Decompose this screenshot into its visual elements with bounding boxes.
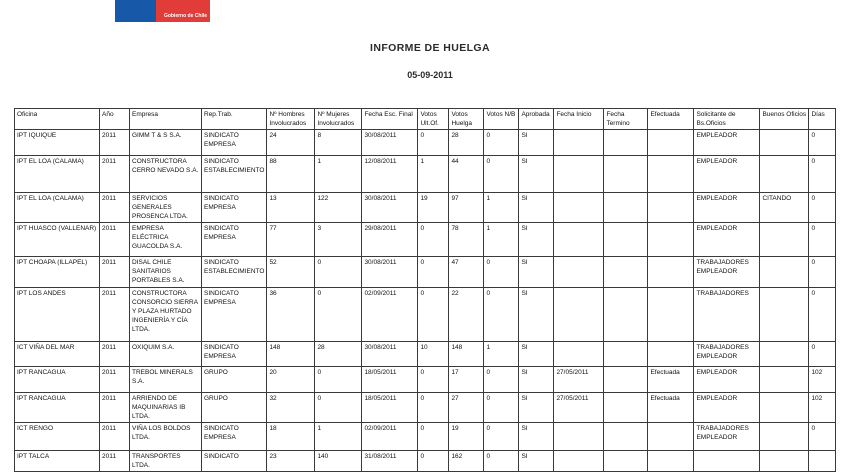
table-cell: GIMM T & S S.A. bbox=[130, 130, 202, 156]
table-cell: 0 bbox=[809, 342, 836, 367]
table-cell: 2011 bbox=[100, 451, 130, 472]
column-header: Solicitante de Bs.Oficios bbox=[694, 109, 760, 130]
table-row bbox=[15, 223, 836, 257]
column-header: Votos N/B bbox=[484, 109, 519, 130]
table-cell bbox=[760, 223, 809, 257]
table-cell: 148 bbox=[449, 342, 484, 367]
column-header: Empresa bbox=[130, 109, 202, 130]
table-cell: 0 bbox=[315, 257, 362, 288]
table-cell: 0 bbox=[315, 367, 362, 393]
column-header: Buenos Oficios bbox=[760, 109, 809, 130]
table-cell: EMPLEADOR bbox=[694, 223, 760, 257]
table-cell: TRABAJADORES EMPLEADOR bbox=[694, 342, 760, 367]
table-cell: SINDICATO EMPRESA bbox=[202, 288, 267, 342]
table-cell bbox=[760, 342, 809, 367]
table-cell bbox=[694, 451, 760, 472]
table-cell: 0 bbox=[418, 288, 449, 342]
table-cell bbox=[648, 130, 694, 156]
table-cell: 1 bbox=[418, 156, 449, 193]
table-cell: TRABAJADORES EMPLEADOR bbox=[694, 423, 760, 451]
table-cell: SI bbox=[519, 423, 554, 451]
table-cell: 19 bbox=[418, 193, 449, 223]
table-cell: 2011 bbox=[100, 223, 130, 257]
table-row bbox=[15, 393, 836, 423]
table-cell bbox=[554, 257, 604, 288]
table-cell: IPT RANCAGUA bbox=[15, 367, 100, 393]
table-row bbox=[15, 130, 836, 156]
table-cell bbox=[760, 451, 809, 472]
table-cell: 1 bbox=[315, 423, 362, 451]
table-cell: Efectuada bbox=[648, 367, 694, 393]
table-cell: 0 bbox=[809, 257, 836, 288]
table-cell: 102 bbox=[809, 367, 836, 393]
table-cell: 0 bbox=[484, 156, 519, 193]
column-header: Nº Mujeres Involucrados bbox=[315, 109, 362, 130]
table-cell: 29/08/2011 bbox=[362, 223, 418, 257]
table-cell: SI bbox=[519, 156, 554, 193]
column-header: Año bbox=[100, 109, 130, 130]
table-cell: 2011 bbox=[100, 130, 130, 156]
table-cell: 44 bbox=[449, 156, 484, 193]
table-cell: IPT IQUIQUE bbox=[15, 130, 100, 156]
table-cell: 0 bbox=[315, 393, 362, 423]
table-cell: EMPLEADOR bbox=[694, 130, 760, 156]
table-cell: 140 bbox=[315, 451, 362, 472]
table-cell bbox=[809, 451, 836, 472]
column-header: Aprobada bbox=[519, 109, 554, 130]
column-header: Votos Huelga bbox=[449, 109, 484, 130]
table-cell bbox=[554, 288, 604, 342]
report-date: 05-09-2011 bbox=[407, 70, 453, 80]
table-cell: 24 bbox=[267, 130, 315, 156]
header-row bbox=[15, 109, 836, 130]
table-cell: 2011 bbox=[100, 193, 130, 223]
table-cell: SINDICATO ESTABLECIMIENTO bbox=[202, 156, 267, 193]
column-header: Votos Ult.Of. bbox=[418, 109, 449, 130]
table-cell: 0 bbox=[484, 130, 519, 156]
table-cell: SINDICATO EMPRESA bbox=[202, 342, 267, 367]
table-cell: OXIQUIM S.A. bbox=[130, 342, 202, 367]
table-cell bbox=[760, 288, 809, 342]
table-cell: TRANSPORTES LTDA. bbox=[130, 451, 202, 472]
table-cell bbox=[604, 257, 648, 288]
table-cell: 1 bbox=[484, 223, 519, 257]
table-cell bbox=[760, 130, 809, 156]
table-row bbox=[15, 193, 836, 223]
table-cell: SI bbox=[519, 393, 554, 423]
table-cell bbox=[554, 130, 604, 156]
table-cell: 47 bbox=[449, 257, 484, 288]
table-cell: 0 bbox=[809, 223, 836, 257]
table-cell bbox=[604, 288, 648, 342]
table-cell: 02/09/2011 bbox=[362, 288, 418, 342]
table-cell: 28 bbox=[315, 342, 362, 367]
table-cell: GRUPO bbox=[202, 393, 267, 423]
table-cell: 19 bbox=[449, 423, 484, 451]
table-cell: 13 bbox=[267, 193, 315, 223]
report-table bbox=[14, 108, 836, 472]
table-cell bbox=[604, 193, 648, 223]
table-cell: IPT CHOAPA (ILLAPEL) bbox=[15, 257, 100, 288]
table-cell: CONSTRUCTORA CONSORCIO SIERRA Y PLAZA HURTADO INGENIERÍA Y CÍA LTDA. bbox=[130, 288, 202, 342]
table-row bbox=[15, 423, 836, 451]
table-cell: IPT EL LOA (CALAMA) bbox=[15, 193, 100, 223]
logo-text: Gobierno de Chile bbox=[163, 13, 207, 19]
column-header: Nº Hombres Involucrados bbox=[267, 109, 315, 130]
table-cell: 78 bbox=[449, 223, 484, 257]
gobierno-de-chile-logo bbox=[115, 0, 210, 22]
table-cell: 30/08/2011 bbox=[362, 342, 418, 367]
table-row bbox=[15, 342, 836, 367]
table-cell: 77 bbox=[267, 223, 315, 257]
table-cell: 27/05/2011 bbox=[554, 367, 604, 393]
table-cell: 0 bbox=[484, 423, 519, 451]
table-cell: 2011 bbox=[100, 367, 130, 393]
table-cell bbox=[648, 156, 694, 193]
table-cell: 0 bbox=[418, 393, 449, 423]
table-cell bbox=[760, 156, 809, 193]
table-cell: SERVICIOS GENERALES PROSENCA LTDA. bbox=[130, 193, 202, 223]
table-cell bbox=[648, 288, 694, 342]
table-cell bbox=[648, 451, 694, 472]
table-cell: 20 bbox=[267, 367, 315, 393]
table-cell bbox=[760, 367, 809, 393]
table-cell: IPT RANCAGUA bbox=[15, 393, 100, 423]
table-cell: SINDICATO ESTABLECIMIENTO bbox=[202, 257, 267, 288]
table-cell: SINDICATO bbox=[202, 451, 267, 472]
table-cell: 0 bbox=[418, 130, 449, 156]
table-cell: 148 bbox=[267, 342, 315, 367]
table-cell: 27 bbox=[449, 393, 484, 423]
table-cell bbox=[604, 367, 648, 393]
table-cell: 0 bbox=[809, 423, 836, 451]
table-row bbox=[15, 257, 836, 288]
table-cell: 0 bbox=[484, 288, 519, 342]
table-cell: CONSTRUCTORA CERRO NEVADO S.A. bbox=[130, 156, 202, 193]
table-cell: 0 bbox=[809, 193, 836, 223]
table-cell: 02/09/2011 bbox=[362, 423, 418, 451]
table-cell: 0 bbox=[484, 367, 519, 393]
table-cell bbox=[604, 223, 648, 257]
table-cell: 30/08/2011 bbox=[362, 193, 418, 223]
table-cell: TRABAJADORES bbox=[694, 288, 760, 342]
table-cell: IPT EL LOA (CALAMA) bbox=[15, 156, 100, 193]
column-header: Efectuada bbox=[648, 109, 694, 130]
table-cell: 2011 bbox=[100, 393, 130, 423]
table-row bbox=[15, 288, 836, 342]
table-cell: 0 bbox=[484, 257, 519, 288]
table-cell: 22 bbox=[449, 288, 484, 342]
table-cell: 88 bbox=[267, 156, 315, 193]
table-cell bbox=[760, 423, 809, 451]
table-cell: 2011 bbox=[100, 156, 130, 193]
table-header bbox=[15, 109, 836, 130]
table-cell: Efectuada bbox=[648, 393, 694, 423]
table-cell: IPT HUASCO (VALLENAR) bbox=[15, 223, 100, 257]
table-cell bbox=[604, 451, 648, 472]
table-cell: SI bbox=[519, 130, 554, 156]
table-cell bbox=[648, 223, 694, 257]
table-cell: 31/08/2011 bbox=[362, 451, 418, 472]
table-cell: 0 bbox=[809, 130, 836, 156]
table-cell: TREBOL MINERALS S.A. bbox=[130, 367, 202, 393]
table-cell bbox=[604, 342, 648, 367]
table-cell bbox=[554, 451, 604, 472]
table-cell: 102 bbox=[809, 393, 836, 423]
table-cell: 36 bbox=[267, 288, 315, 342]
table-cell: 28 bbox=[449, 130, 484, 156]
table-cell: 0 bbox=[484, 451, 519, 472]
table-cell bbox=[760, 257, 809, 288]
table-cell: 1 bbox=[484, 342, 519, 367]
column-header: Fecha Termino bbox=[604, 109, 648, 130]
column-header: Oficina bbox=[15, 109, 100, 130]
column-header: Rep.Trab. bbox=[202, 109, 267, 130]
table-cell: SI bbox=[519, 288, 554, 342]
column-header: Fecha Inicio bbox=[554, 109, 604, 130]
table-body bbox=[15, 130, 836, 472]
table-cell: 2011 bbox=[100, 257, 130, 288]
table-cell: 30/08/2011 bbox=[362, 130, 418, 156]
table-cell bbox=[648, 193, 694, 223]
table-cell: SI bbox=[519, 193, 554, 223]
table-cell: 2011 bbox=[100, 423, 130, 451]
table-cell bbox=[604, 130, 648, 156]
table-cell: 0 bbox=[418, 451, 449, 472]
table-row bbox=[15, 156, 836, 193]
table-cell: 1 bbox=[315, 156, 362, 193]
table-cell: 18/05/2011 bbox=[362, 393, 418, 423]
table-cell bbox=[604, 423, 648, 451]
table-cell bbox=[648, 257, 694, 288]
table-cell: 27/05/2011 bbox=[554, 393, 604, 423]
table-cell: SI bbox=[519, 451, 554, 472]
table-cell: 12/08/2011 bbox=[362, 156, 418, 193]
table-cell: EMPLEADOR bbox=[694, 367, 760, 393]
table-cell: 8 bbox=[315, 130, 362, 156]
table-cell: SINDICATO EMPRESA bbox=[202, 130, 267, 156]
table-cell: 52 bbox=[267, 257, 315, 288]
table-cell: EMPLEADOR bbox=[694, 156, 760, 193]
table-cell: 18/05/2011 bbox=[362, 367, 418, 393]
table-cell bbox=[760, 393, 809, 423]
table-cell: IPT LOS ANDES bbox=[15, 288, 100, 342]
table-cell: 1 bbox=[484, 193, 519, 223]
table-row bbox=[15, 367, 836, 393]
table-cell: 0 bbox=[418, 367, 449, 393]
table-cell bbox=[554, 156, 604, 193]
table-cell: SI bbox=[519, 367, 554, 393]
table-cell: EMPLEADOR bbox=[694, 193, 760, 223]
table-cell: 23 bbox=[267, 451, 315, 472]
table-cell bbox=[648, 342, 694, 367]
table-cell: DISAL CHILE SANITARIOS PORTABLES S.A. bbox=[130, 257, 202, 288]
table-cell: SINDICATO EMPRESA bbox=[202, 193, 267, 223]
table-cell: CITANDO bbox=[760, 193, 809, 223]
table-cell bbox=[554, 342, 604, 367]
table-cell: 10 bbox=[418, 342, 449, 367]
column-header: Fecha Esc. Final bbox=[362, 109, 418, 130]
table-cell: 2011 bbox=[100, 342, 130, 367]
table-cell bbox=[648, 423, 694, 451]
table-cell: ICT VIÑA DEL MAR bbox=[15, 342, 100, 367]
table-cell: 2011 bbox=[100, 288, 130, 342]
table-cell: 0 bbox=[418, 257, 449, 288]
table-cell: 18 bbox=[267, 423, 315, 451]
table-cell: 0 bbox=[809, 288, 836, 342]
flag-red-block bbox=[156, 0, 210, 22]
table-cell bbox=[604, 156, 648, 193]
table-cell: 0 bbox=[809, 156, 836, 193]
column-header: Días bbox=[809, 109, 836, 130]
table-cell: 97 bbox=[449, 193, 484, 223]
table-cell: 0 bbox=[418, 423, 449, 451]
table-cell: 32 bbox=[267, 393, 315, 423]
table-cell: TRABAJADORES EMPLEADOR bbox=[694, 257, 760, 288]
table-cell: SINDICATO EMPRESA bbox=[202, 223, 267, 257]
table-cell: SI bbox=[519, 257, 554, 288]
table-cell: IPT TALCA bbox=[15, 451, 100, 472]
table-cell: 0 bbox=[315, 288, 362, 342]
flag-blue-block bbox=[115, 0, 156, 22]
table-cell: 0 bbox=[418, 223, 449, 257]
table-cell bbox=[604, 393, 648, 423]
table-cell bbox=[554, 193, 604, 223]
table-cell: EMPLEADOR bbox=[694, 393, 760, 423]
table-cell: SI bbox=[519, 342, 554, 367]
table-cell: 122 bbox=[315, 193, 362, 223]
table-cell: ARRIENDO DE MAQUINARIAS IB LTDA. bbox=[130, 393, 202, 423]
table-cell: VIÑA LOS BOLDOS LTDA. bbox=[130, 423, 202, 451]
table-cell bbox=[554, 423, 604, 451]
table-cell bbox=[554, 223, 604, 257]
page-title: INFORME DE HUELGA bbox=[370, 42, 490, 54]
table-cell: ICT RENGO bbox=[15, 423, 100, 451]
table-cell: 3 bbox=[315, 223, 362, 257]
table-cell: EMPRESA ELÉCTRICA GUACOLDA S.A. bbox=[130, 223, 202, 257]
table-cell: GRUPO bbox=[202, 367, 267, 393]
table-cell: SINDICATO EMPRESA bbox=[202, 423, 267, 451]
table-cell: 0 bbox=[484, 393, 519, 423]
table-cell: 162 bbox=[449, 451, 484, 472]
table-cell: 30/08/2011 bbox=[362, 257, 418, 288]
table-cell: 17 bbox=[449, 367, 484, 393]
table-cell: SI bbox=[519, 223, 554, 257]
table-row bbox=[15, 451, 836, 472]
